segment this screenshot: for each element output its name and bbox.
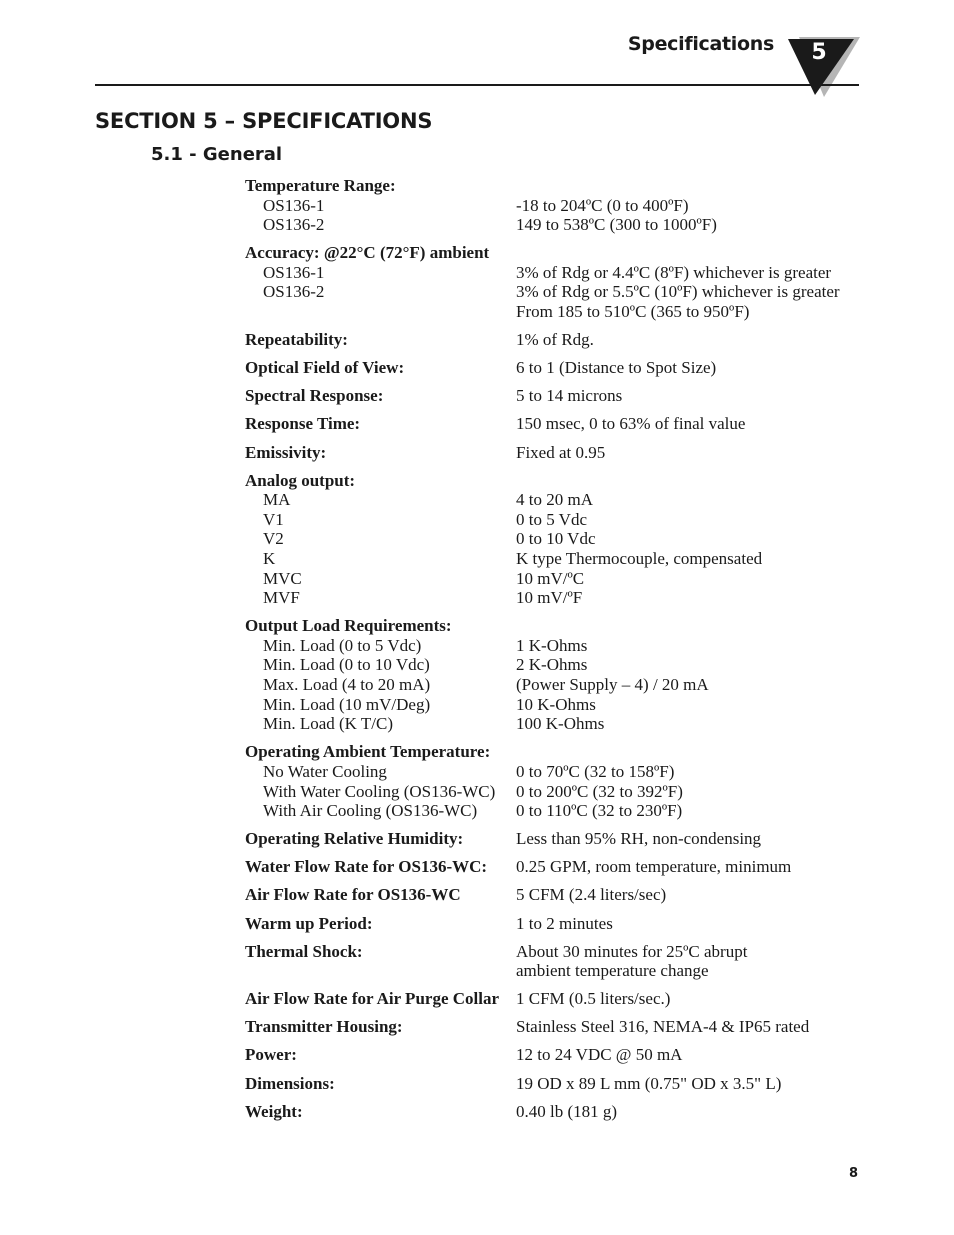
spec-subrow — [245, 695, 875, 715]
spec-value: 1 to 2 minutes — [516, 913, 613, 933]
spec-row — [245, 471, 875, 491]
spec-subrow — [245, 655, 875, 675]
subsection-title: 5.1 - General — [151, 144, 283, 165]
spec-group — [245, 243, 875, 321]
header-divider — [95, 84, 859, 86]
spec-label: Air Flow Rate for OS136-WC — [245, 885, 461, 905]
spec-row — [245, 857, 875, 877]
spec-label: Dimensions: — [245, 1073, 335, 1093]
page-number: 8 — [848, 1166, 858, 1181]
spec-label: Output Load Requirements: — [245, 616, 452, 636]
spec-group — [245, 1017, 875, 1037]
spec-row — [245, 616, 875, 636]
spec-subrow — [245, 215, 875, 235]
spec-label: Analog output: — [245, 470, 356, 490]
spec-row — [245, 1074, 875, 1094]
spec-row — [245, 176, 875, 196]
spec-row — [245, 989, 875, 1009]
spec-label: Spectral Response: — [245, 386, 384, 406]
spec-sublabel: OS136-2 — [263, 282, 325, 302]
spec-row — [245, 942, 875, 962]
spec-subvalue: ambient temperature change — [516, 961, 709, 981]
spec-group — [245, 1045, 875, 1065]
spec-label: Optical Field of View: — [245, 358, 405, 378]
spec-sublabel: Min. Load (0 to 5 Vdc) — [263, 635, 422, 655]
spec-value: 5 CFM (2.4 liters/sec) — [516, 885, 667, 905]
spec-group — [245, 471, 875, 608]
spec-label: Operating Relative Humidity: — [245, 829, 464, 849]
spec-group — [245, 386, 875, 406]
spec-subrow — [245, 762, 875, 782]
spec-row — [245, 414, 875, 434]
spec-group — [245, 1074, 875, 1094]
spec-row — [245, 914, 875, 934]
spec-group — [245, 443, 875, 463]
spec-label: Power: — [245, 1045, 297, 1065]
spec-label: Weight: — [245, 1101, 303, 1121]
spec-subrow — [245, 961, 875, 981]
spec-sublabel: Min. Load (K T/C) — [263, 714, 394, 734]
spec-label: Emissivity: — [245, 442, 327, 462]
spec-sublabel: OS136-2 — [263, 215, 325, 235]
spec-value: 1 CFM (0.5 liters/sec.) — [516, 989, 671, 1009]
spec-row — [245, 1045, 875, 1065]
spec-subvalue: 0 to 5 Vdc — [516, 509, 587, 529]
spec-sublabel — [245, 961, 516, 981]
spec-subvalue: From 185 to 510ºC (365 to 950ºF) — [516, 302, 750, 322]
spec-subrow — [245, 510, 875, 530]
spec-group — [245, 989, 875, 1009]
spec-sublabel: MVF — [263, 588, 300, 608]
spec-row — [245, 358, 875, 378]
spec-subrow — [245, 549, 875, 569]
spec-sublabel: With Water Cooling (OS136-WC) — [263, 781, 496, 801]
spec-subrow — [245, 675, 875, 695]
spec-row — [245, 443, 875, 463]
spec-value: Less than 95% RH, non-condensing — [516, 829, 762, 849]
spec-group — [245, 616, 875, 734]
spec-sublabel: K — [263, 549, 276, 568]
spec-sublabel: MA — [263, 490, 291, 510]
spec-value: 1% of Rdg. — [516, 330, 594, 350]
spec-sublabel: Min. Load (0 to 10 Vdc) — [263, 655, 430, 675]
spec-group — [245, 829, 875, 849]
spec-label: Thermal Shock: — [245, 941, 363, 961]
spec-row — [245, 386, 875, 406]
spec-row — [245, 243, 875, 263]
spec-subvalue: 0 to 70ºC (32 to 158ºF) — [516, 761, 675, 781]
spec-row — [245, 330, 875, 350]
spec-subrow — [245, 490, 875, 510]
spec-label: Warm up Period: — [245, 913, 373, 933]
spec-sublabel: MVC — [263, 568, 302, 588]
spec-subvalue: K type Thermocouple, compensated — [516, 549, 763, 568]
spec-subvalue: 3% of Rdg or 4.4ºC (8ºF) whichever is greater — [516, 262, 832, 282]
spec-row — [245, 742, 875, 762]
spec-group — [245, 414, 875, 434]
spec-subrow — [245, 529, 875, 549]
spec-group — [245, 1102, 875, 1122]
spec-value: 0.25 GPM, room temperature, minimum — [516, 857, 792, 877]
spec-subvalue: 1 K-Ohms — [516, 635, 588, 655]
spec-subvalue: 10 mV/ºC — [516, 568, 585, 588]
spec-group — [245, 885, 875, 905]
spec-value: 5 to 14 microns — [516, 386, 623, 406]
running-header-title: Specifications — [627, 33, 774, 55]
spec-list — [245, 176, 875, 1130]
spec-group — [245, 914, 875, 934]
spec-group — [245, 742, 875, 820]
spec-label: Response Time: — [245, 414, 361, 434]
spec-label: Accuracy: @22°C (72°F) ambient — [245, 243, 490, 263]
spec-sublabel: OS136-1 — [263, 195, 325, 215]
spec-subvalue: 100 K-Ohms — [516, 714, 605, 734]
spec-subrow — [245, 302, 875, 322]
spec-row — [245, 1102, 875, 1122]
spec-value: 12 to 24 VDC @ 50 mA — [516, 1045, 683, 1065]
spec-subrow — [245, 782, 875, 802]
spec-subvalue: 0 to 10 Vdc — [516, 529, 596, 549]
spec-subrow — [245, 569, 875, 589]
spec-group — [245, 857, 875, 877]
section-title: SECTION 5 – SPECIFICATIONS — [95, 109, 433, 133]
spec-subvalue: 2 K-Ohms — [516, 655, 588, 675]
spec-value: 150 msec, 0 to 63% of final value — [516, 414, 746, 434]
spec-subvalue: 10 K-Ohms — [516, 694, 596, 714]
spec-group — [245, 358, 875, 378]
spec-group — [245, 330, 875, 350]
spec-subvalue: 3% of Rdg or 5.5ºC (10ºF) whichever is greater — [516, 282, 840, 302]
spec-row — [245, 1017, 875, 1037]
spec-sublabel — [245, 302, 516, 322]
spec-value: Fixed at 0.95 — [516, 442, 606, 462]
spec-sublabel: No Water Cooling — [263, 761, 387, 781]
spec-sublabel: V2 — [263, 529, 284, 549]
spec-label: Transmitter Housing: — [245, 1017, 403, 1037]
spec-subrow — [245, 263, 875, 283]
spec-subvalue: 10 mV/ºF — [516, 588, 583, 608]
spec-subrow — [245, 801, 875, 821]
spec-subrow — [245, 196, 875, 216]
spec-group — [245, 942, 875, 981]
spec-value: 6 to 1 (Distance to Spot Size) — [516, 358, 717, 378]
spec-subvalue: 0 to 110ºC (32 to 230ºF) — [516, 801, 683, 821]
spec-sublabel: V1 — [263, 509, 284, 529]
spec-label: Temperature Range: — [245, 176, 396, 195]
spec-sublabel: Max. Load (4 to 20 mA) — [263, 675, 431, 695]
spec-label: Air Flow Rate for Air Purge Collar — [245, 989, 500, 1009]
spec-label: Repeatability: — [245, 330, 348, 350]
spec-value: 0.40 lb (181 g) — [516, 1101, 618, 1121]
spec-label: Water Flow Rate for OS136-WC: — [245, 857, 488, 877]
spec-subrow — [245, 636, 875, 656]
spec-subrow — [245, 282, 875, 302]
spec-row — [245, 829, 875, 849]
spec-subvalue: -18 to 204ºC (0 to 400ºF) — [516, 195, 689, 215]
spec-label: Operating Ambient Temperature: — [245, 742, 491, 762]
spec-subvalue: 0 to 200ºC (32 to 392ºF) — [516, 781, 683, 801]
spec-sublabel: Min. Load (10 mV/Deg) — [263, 694, 431, 714]
spec-subvalue: 4 to 20 mA — [516, 490, 593, 510]
spec-value: 19 OD x 89 L mm (0.75" OD x 3.5" L) — [516, 1073, 782, 1093]
spec-sublabel: OS136-1 — [263, 262, 325, 282]
spec-group — [245, 176, 875, 235]
spec-subvalue: 149 to 538ºC (300 to 1000ºF) — [516, 215, 717, 235]
spec-row — [245, 885, 875, 905]
spec-subrow — [245, 714, 875, 734]
spec-subvalue: (Power Supply – 4) / 20 mA — [516, 675, 709, 695]
spec-value: About 30 minutes for 25ºC abrupt — [516, 941, 748, 961]
spec-subrow — [245, 588, 875, 608]
spec-value: Stainless Steel 316, NEMA-4 & IP65 rated — [516, 1017, 810, 1037]
spec-sublabel: With Air Cooling (OS136-WC) — [263, 801, 478, 821]
chapter-number: 5 — [811, 40, 827, 65]
